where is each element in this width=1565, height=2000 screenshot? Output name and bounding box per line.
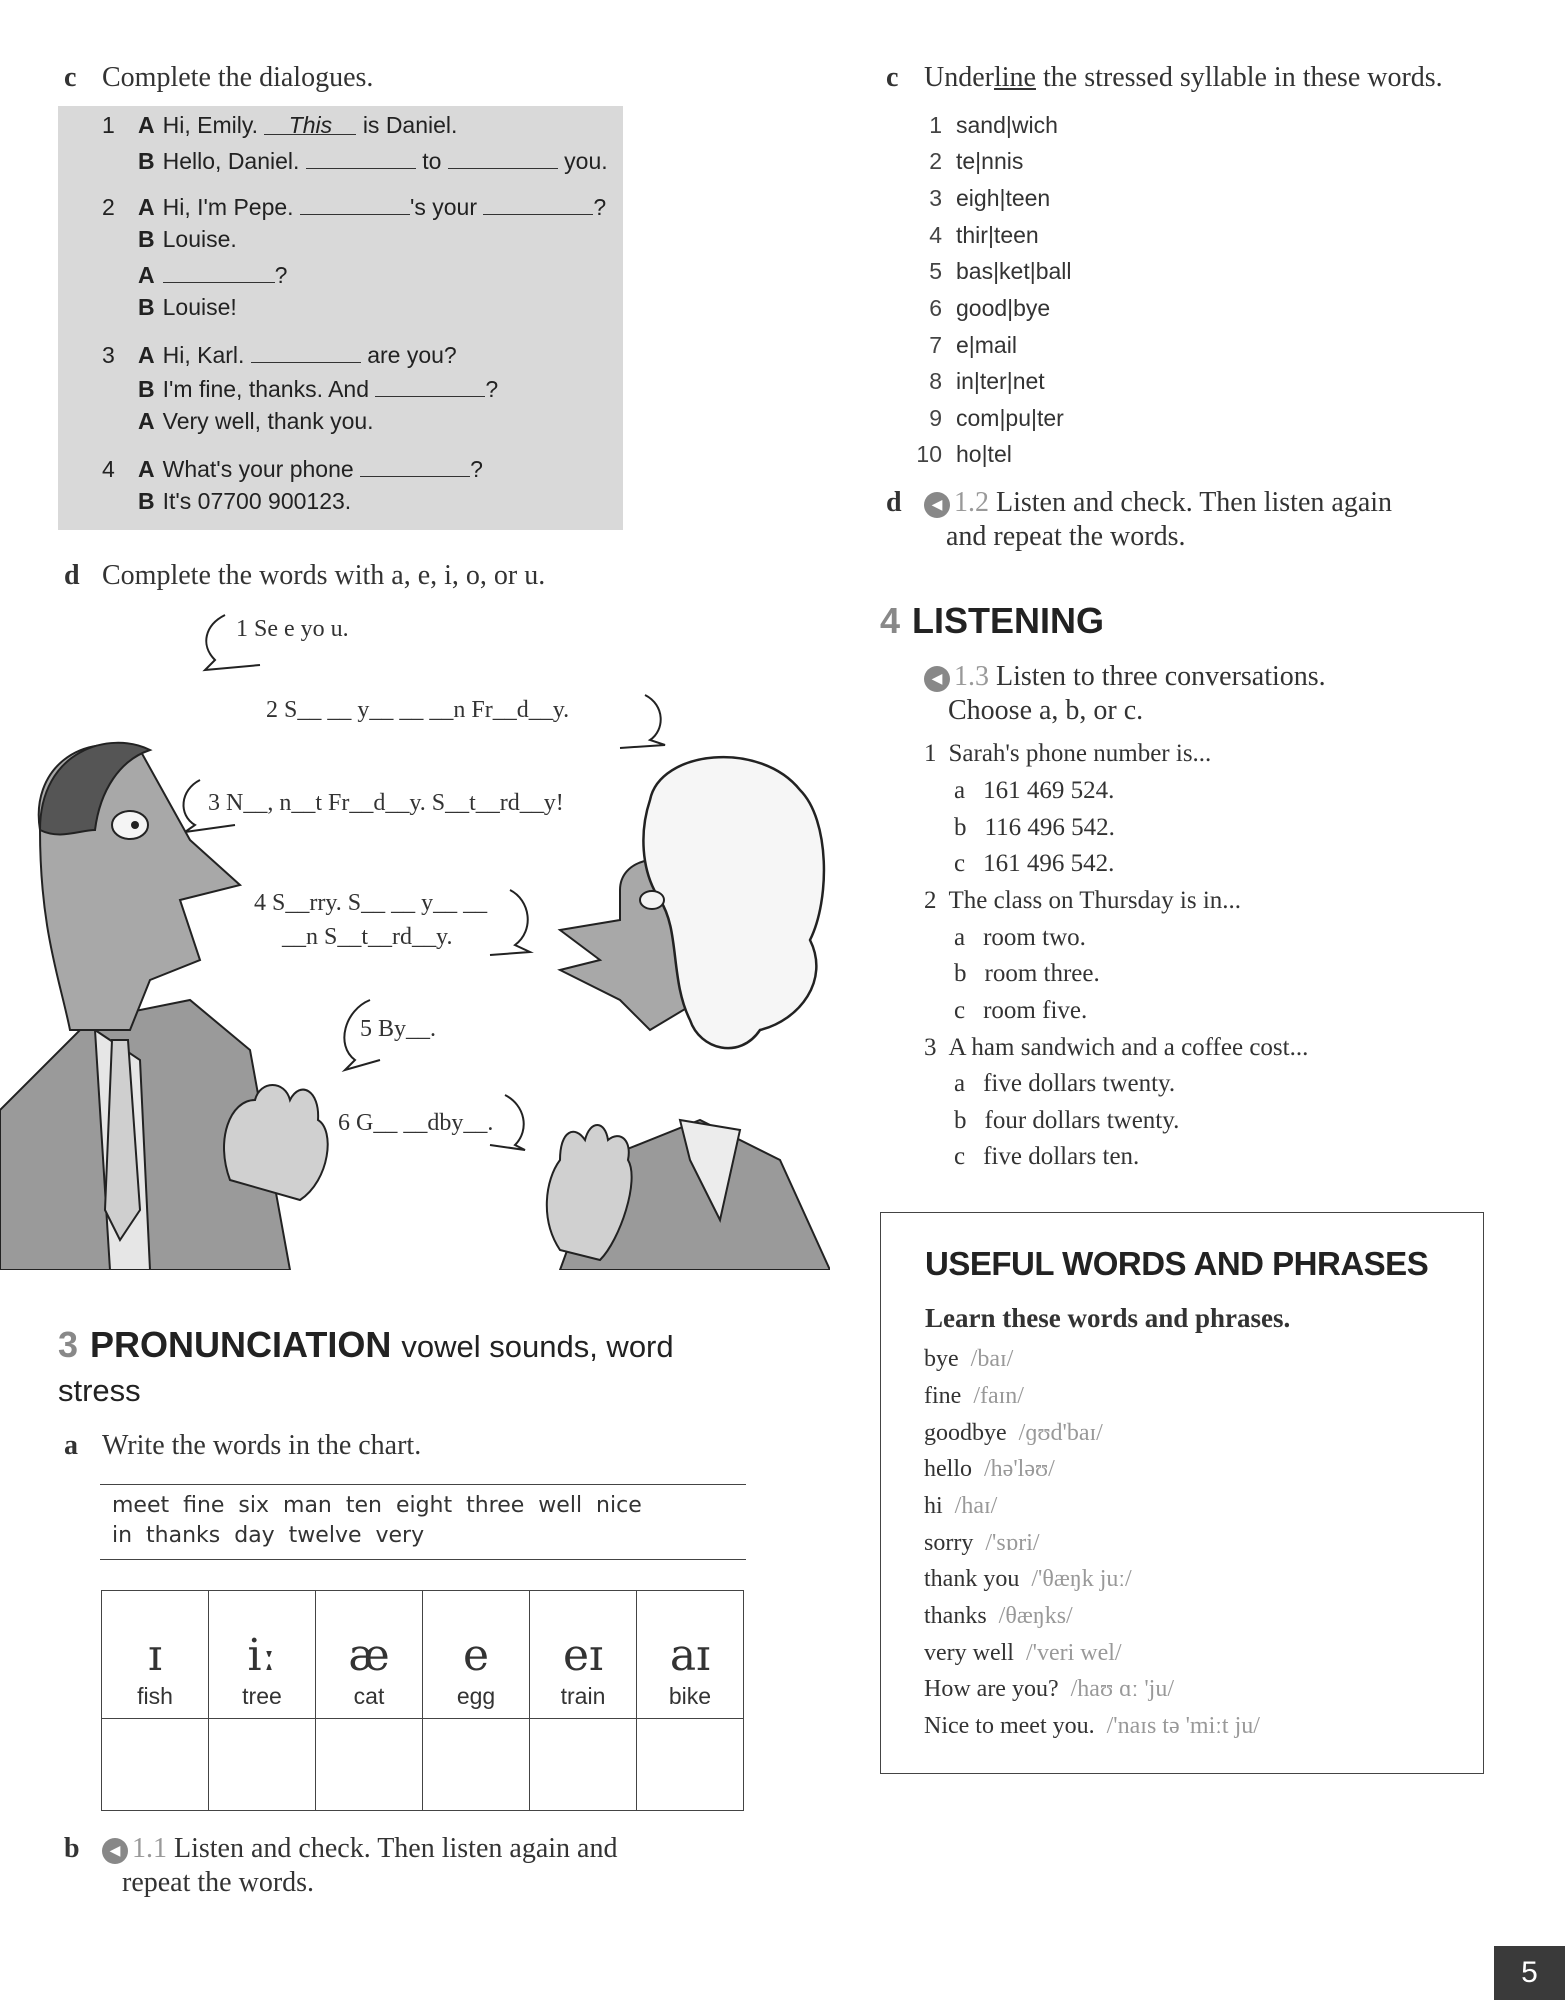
chart-word: train xyxy=(560,1683,606,1709)
exercise-a-instruction xyxy=(64,1430,421,1462)
chart-word: fish xyxy=(137,1683,173,1709)
answer-blank[interactable] xyxy=(375,374,485,397)
phrase-item: Nice to meet you. /'naɪs tə 'miːt ju/ xyxy=(924,1713,1260,1739)
stress-word-1: 1 sand|wich xyxy=(929,112,1058,138)
exercise-letter: d xyxy=(886,487,902,518)
word-box-line-1: meet fine six man ten eight three well nice xyxy=(112,1493,642,1518)
speech-bubble-2: 2 S__ __ y__ __ __n Fr__d__y. xyxy=(266,697,570,723)
phrase-item: very well /'veri wel/ xyxy=(924,1640,1122,1666)
underlined-text: line xyxy=(993,62,1036,93)
instruction-text: Complete the words with a, e, i, o, or u. xyxy=(102,560,546,591)
stress-word-10: 10 ho|tel xyxy=(916,441,1012,467)
section-number: 4 xyxy=(880,600,901,641)
useful-words-subtitle: Learn these words and phrases. xyxy=(925,1303,1291,1333)
useful-words-title: USEFUL WORDS AND PHRASES xyxy=(925,1245,1429,1282)
phrase-item: hi /haɪ/ xyxy=(924,1493,998,1519)
section-number: 3 xyxy=(58,1324,79,1365)
exercise-letter: b xyxy=(64,1833,80,1864)
chart-answer-cell[interactable] xyxy=(423,1719,530,1811)
dialogue-2-line-b: B Louise. xyxy=(138,226,237,252)
exercise-letter: d xyxy=(64,560,80,591)
audio-icon[interactable]: ◀ xyxy=(102,1838,128,1864)
chart-word: tree xyxy=(242,1683,282,1709)
chart-col-egg xyxy=(423,1591,530,1719)
man-eye xyxy=(112,811,148,839)
dialogue-2-line-a: 2 A Hi, I'm Pepe. 's your ? xyxy=(102,194,607,220)
dialogue-1-line-b: B Hello, Daniel. to you. xyxy=(138,148,608,174)
answer-blank[interactable] xyxy=(360,454,470,477)
answer-blank[interactable] xyxy=(483,192,593,215)
stress-word-4: 4 thir|teen xyxy=(929,222,1039,248)
phrase-item: thank you /'θæŋk juː/ xyxy=(924,1566,1132,1592)
cat-icon: æ xyxy=(348,1630,390,1681)
phrase-item: fine /faɪn/ xyxy=(924,1383,1024,1409)
chart-col-cat xyxy=(316,1591,423,1719)
option-2b[interactable]: b room three. xyxy=(954,960,1100,987)
instruction-text: the stressed syllable in these words. xyxy=(1035,62,1443,93)
instruction-text: Write the words in the chart. xyxy=(102,1430,422,1461)
stress-word-6: 6 good|bye xyxy=(929,295,1051,321)
answer-blank[interactable] xyxy=(251,340,361,363)
chart-answer-cell[interactable] xyxy=(316,1719,423,1811)
exercise-letter: c xyxy=(886,62,899,93)
answer-blank[interactable] xyxy=(306,146,416,169)
chart-answer-cell[interactable] xyxy=(637,1719,744,1811)
speech-bubble-4-line-2: __n S__t__rd__y. xyxy=(282,924,453,950)
instruction-text-2: repeat the words. xyxy=(122,1867,315,1898)
dialogue-3-line-a: 3 A Hi, Karl. are you? xyxy=(102,342,457,368)
exercise-d-instruction xyxy=(64,560,545,592)
stress-word-8: 8 in|ter|net xyxy=(929,368,1045,394)
egg-icon: e xyxy=(462,1630,490,1681)
instruction-text-2: and repeat the words. xyxy=(946,521,1186,552)
word-box xyxy=(100,1484,746,1560)
right-exercise-d-instruction xyxy=(886,486,1526,554)
chart-answer-cell[interactable] xyxy=(530,1719,637,1811)
phrase-item: sorry /'sɒri/ xyxy=(924,1530,1040,1556)
question-3: 3 A ham sandwich and a coffee cost... xyxy=(924,1034,1309,1061)
dialogue-3-line-b: B I'm fine, thanks. And ? xyxy=(138,376,499,402)
chart-word: egg xyxy=(456,1683,496,1709)
chart-word: bike xyxy=(668,1683,712,1709)
instruction-text: Listen and check. Then listen again xyxy=(996,487,1393,518)
chart-word: cat xyxy=(353,1683,385,1709)
option-1a[interactable]: a 161 469 524. xyxy=(954,777,1115,804)
chart-col-tree xyxy=(209,1591,316,1719)
question-2: 2 The class on Thursday is in... xyxy=(924,887,1242,914)
stress-word-9: 9 com|pu|ter xyxy=(929,405,1064,431)
instruction-text: Complete the dialogues. xyxy=(102,62,374,93)
option-2a[interactable]: a room two. xyxy=(954,924,1086,951)
stress-word-2: 2 te|nnis xyxy=(929,148,1024,174)
chart-answer-cell[interactable] xyxy=(209,1719,316,1811)
track-number: 1.2 xyxy=(954,487,989,518)
speech-bubble-5: 5 By__. xyxy=(360,1016,437,1042)
section-subtitle: vowel sounds, word stress xyxy=(58,1329,674,1408)
answer-blank[interactable]: This xyxy=(264,112,356,135)
option-3b[interactable]: b four dollars twenty. xyxy=(954,1107,1180,1134)
word-box-line-2: in thanks day twelve very xyxy=(112,1523,425,1548)
phrase-item: hello /hə'ləʊ/ xyxy=(924,1456,1055,1482)
section-title: PRONUNCIATION xyxy=(90,1324,392,1365)
chart-header-row xyxy=(102,1591,744,1719)
phrase-item: thanks /θæŋks/ xyxy=(924,1603,1073,1629)
tree-icon: iː xyxy=(247,1630,277,1681)
stress-word-5: 5 bas|ket|ball xyxy=(929,258,1072,284)
exercise-c-instruction xyxy=(64,62,373,94)
chart-col-bike xyxy=(637,1591,744,1719)
speech-bubble-6: 6 G__ __dby__. xyxy=(338,1110,494,1136)
instruction-text-2: Choose a, b, or c. xyxy=(948,695,1144,726)
option-3c[interactable]: c five dollars ten. xyxy=(954,1143,1140,1170)
option-3a[interactable]: a five dollars twenty. xyxy=(954,1070,1176,1097)
track-number: 1.1 xyxy=(132,1833,167,1864)
dialogue-1-line-a: 1 A Hi, Emily. This is Daniel. xyxy=(102,112,458,138)
stress-word-3: 3 eigh|teen xyxy=(929,185,1051,211)
fish-icon: ɪ xyxy=(147,1630,163,1681)
phrase-item: goodbye /ɡʊd'baɪ/ xyxy=(924,1420,1103,1446)
exercise-b-instruction xyxy=(64,1832,684,1900)
track-number: 1.3 xyxy=(954,661,989,692)
exercise-letter: c xyxy=(64,62,77,93)
audio-icon[interactable]: ◀ xyxy=(924,666,950,692)
train-icon: eɪ xyxy=(562,1630,604,1681)
instruction-text: Under xyxy=(924,62,994,93)
chart-answer-cell[interactable] xyxy=(102,1719,209,1811)
section-title: LISTENING xyxy=(912,600,1105,641)
answer-blank[interactable] xyxy=(163,260,275,283)
speech-bubble-3: 3 N__, n__t Fr__d__y. S__t__rd__y! xyxy=(208,790,564,816)
section-3-heading xyxy=(58,1324,738,1412)
dialogue-2-line-d: B Louise! xyxy=(138,294,237,320)
page-number: 5 xyxy=(1494,1946,1565,2000)
answer-blank[interactable] xyxy=(300,192,410,215)
exercise-letter: a xyxy=(64,1430,78,1461)
chart-col-fish xyxy=(102,1591,209,1719)
instruction-text: Listen and check. Then listen again and xyxy=(174,1833,618,1864)
dialogue-3-line-c: A Very well, thank you. xyxy=(138,408,374,434)
audio-icon[interactable]: ◀ xyxy=(924,492,950,518)
speech-bubble-1: 1 Se e yo u. xyxy=(236,616,349,642)
chart-answer-row xyxy=(102,1719,744,1811)
stress-word-7: 7 e|mail xyxy=(929,332,1017,358)
phrase-item: How are you? /haʊ ɑː 'ju/ xyxy=(924,1676,1174,1702)
woman-eye xyxy=(640,891,664,909)
dialogue-2-line-c: A ? xyxy=(138,262,288,288)
option-1c[interactable]: c 161 496 542. xyxy=(954,850,1115,877)
phrase-item: bye /baɪ/ xyxy=(924,1346,1014,1372)
right-exercise-c-instruction xyxy=(886,62,1443,94)
chart-col-train xyxy=(530,1591,637,1719)
listening-instruction xyxy=(924,660,1326,728)
dialogue-4-line-a: 4 A What's your phone ? xyxy=(102,456,483,482)
vowel-chart xyxy=(101,1590,744,1811)
option-1b[interactable]: b 116 496 542. xyxy=(954,814,1115,841)
section-4-heading xyxy=(880,600,1104,642)
bike-icon: aɪ xyxy=(669,1630,711,1681)
question-1: 1 Sarah's phone number is... xyxy=(924,740,1212,767)
answer-blank[interactable] xyxy=(448,146,558,169)
dialogue-4-line-b: B It's 07700 900123. xyxy=(138,488,352,514)
instruction-text: Listen to three conversations. xyxy=(996,661,1326,692)
option-2c[interactable]: c room five. xyxy=(954,997,1088,1024)
speech-bubble-4: 4 S__rry. S__ __ y__ __ xyxy=(254,890,488,916)
